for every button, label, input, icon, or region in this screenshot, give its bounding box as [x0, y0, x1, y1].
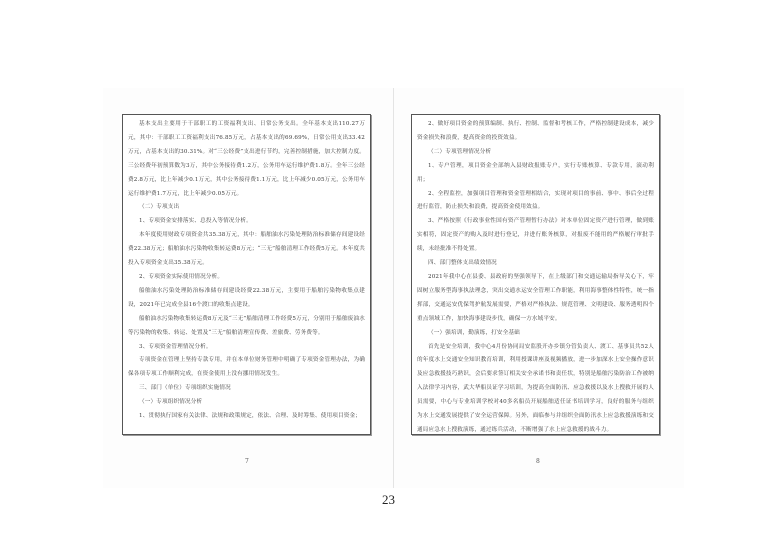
right-page — [393, 88, 684, 488]
subheading: 3、专项资金管理情况分析。 — [139, 343, 212, 350]
subheading: 1、专项资金安排落实、总投入等情况分析。 — [139, 218, 252, 225]
section-heading: （一）专项组织情况分析 — [139, 399, 203, 406]
paragraph: 2、全程监控，加强项目管理和资金管理相结合，实现对项目的事前、事中、事后全过程进行监管，防止损失和浪费，提高资金使用效益。 — [417, 190, 654, 211]
paragraph: 专项资金在管理上坚持专款专用，并在本单位财务管理中明确了专项资金管理办法，为确保各项专项工作顺利完成，在资金使用上没有挪用情况发生。 — [128, 357, 365, 378]
sheet-number: 23 — [382, 492, 395, 507]
paragraph: 船舶油水污染处理防治标准储存间建设经费22.38万元，主要用于船舶污染物收集点建设，2021年已完成全县16个渡口的收集点建设。 — [128, 287, 365, 308]
section-heading: 三、部门（单位）专项组织实施情况 — [139, 385, 231, 392]
paragraph: 基本支出主要用于干部职工的工资福利支出、日常公务支出。全年基本支出110.27万元，其中：干部职工工资福利支出76.85万元，占基本支出的69.69%，日常公用支出33.42万元，占基本支出的30.31%。对“三公经费”支出进行节约，完善控制措施，加大控制力度。三公经费年初预算数为3万，其中公务接待费1.2万，公务用车运行维护费1.8万。全年三公经费2.8万元，比上年减少0.1万元，其中公务接待费1.1万元，比上年减少0.05万元，公务用车运行维护费1.7万元，比上年减少0.05万元。 — [128, 121, 365, 197]
left-page-text-frame — [122, 114, 371, 435]
paragraph: 1、贯彻执行国家有关法律、法规和政策规定，依法、合理、及时筹集、使用项目资金； — [139, 413, 361, 420]
paragraph: 本年度使用财政专项资金共35.38万元，其中：船舶油水污染处理防治标准储存间建设经费22.38万元；船舶油水污染物收集转运费8万元；“三无”船舶清理工作经费5万元。本年度共投入专项资金支出35.38万元。 — [128, 232, 365, 267]
page-number: 7 — [245, 458, 249, 465]
page-number: 8 — [536, 458, 540, 465]
subheading: 2、专项资金实际使用情况分析。 — [139, 273, 224, 280]
paragraph: 船舶油水污染物收集转运费8万元及“三无”船舶清理工作经费5万元，分别用于船舶废油水等污染物的收集、转运、处置及“三无”船舶清理宣传费、差旅费、劳务费等。 — [128, 315, 365, 336]
right-page-text-frame — [411, 114, 660, 435]
paragraph: 1、专户管理，项目资金全部纳入县财政报账专户，实行专账核算、专款专用，滚动利用； — [417, 162, 654, 183]
paragraph: 首先是安全培训，我中心4月份协同局安监股开办乡镇分管负责人、渡工、基事员共52人的年度水上交通安全知识教育培训，利用授课讲座及视频播放，进一步加深水上安全操作意识及应急救援技巧熟识，会后要求签订相关安全承诺书和责任状，特别是船舶污染防治工作被纳入法律学习内容，武大华船员证学习培训，为提高全面防汛、应急救援以及水上搜救开展的人员需要，中心与专业培训学校对40多名船员开展船舶适任证书培训学习，良好的服务与组织为水上交通发展提供了安全运营保障。另外，面临参与并组织全面防汛水上应急救援演练和交通局应急水上搜救演练，通过练兵活动，不断增强了水上应急救援的战斗力。 — [417, 343, 654, 433]
paragraph: 2021年我中心在县委、县政府的坚强领导下，在上级部门和交通运输局指导关心下，牢固树立服务型海事执法理念，突出交通水运安全管理工作职能，利用海事整体性特性，统一指挥部，交通运安优保驾护航发展需要，严格对严格执法、规范管理、文明建设、服务透明四个重点领域工作，加快海事建设步伐，确保一方水域平安。 — [417, 273, 654, 322]
section-heading: （二）专项管理情况分析 — [428, 148, 492, 155]
section-heading: （一）强培训，勤演练，打安全基础 — [428, 329, 520, 336]
section-heading: （二）专项支出 — [139, 204, 180, 211]
paragraph: 2、做好项目资金的预算编制、执行、控制、监督和考核工作，严格控制建设成本，减少资金损失和浪费，提高资金的投资效益。 — [417, 121, 654, 141]
left-page — [103, 88, 394, 488]
paragraph: 3、严格按照《行政事业性国有资产管理暂行办法》对本单位固定资产进行管理，做到账实相符，固定资产的购入及时进行登记，并进行账务核算，对报废不能用的严格履行审批手续，未经批准不得处置。 — [417, 218, 654, 253]
section-heading: 四、部门整体支出绩效情况 — [428, 260, 497, 267]
